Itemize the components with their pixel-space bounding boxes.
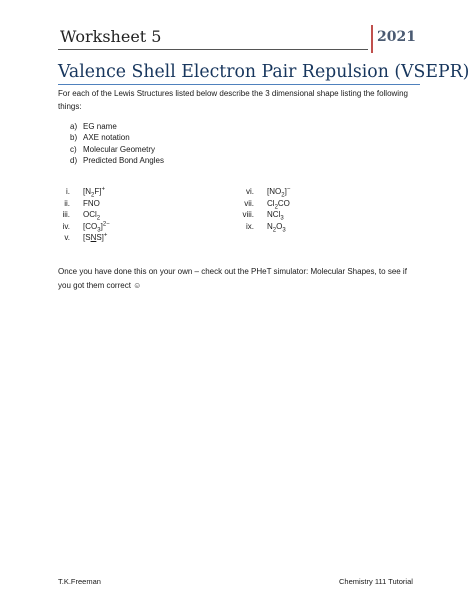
list-marker: b) — [70, 133, 78, 143]
closing-paragraph: Once you have done this on your own – check out the PHeT simulator: Molecular Shapes, to see if you got them correct ☺ — [58, 267, 407, 290]
molecule-item — [242, 209, 284, 222]
list-marker: d) — [70, 155, 78, 165]
molecule-number: v. — [64, 233, 70, 242]
molecule-formula: $Cl_2CO$ — [267, 198, 290, 211]
molecule-item — [58, 220, 110, 234]
molecule-formula: $N_2O_3$ — [267, 221, 286, 234]
title-rule — [58, 84, 420, 85]
molecule-formula: FNO — [83, 198, 100, 208]
molecule-formula: $[CO_3]^{2-}$ — [83, 220, 110, 234]
molecule-number: viii. — [242, 210, 254, 219]
footer-author: T.K.Freeman — [58, 577, 101, 586]
molecule-item — [242, 198, 290, 211]
molecule-formula: NCl$_3$ — [267, 210, 284, 222]
list-marker: c) — [70, 144, 77, 154]
molecule-number: iv. — [62, 221, 70, 231]
header-year: 2021 — [377, 29, 416, 45]
molecule-formula: [SNS]+ — [83, 232, 108, 242]
list-item — [70, 121, 164, 132]
molecule-number: iii. — [62, 210, 70, 219]
main-title: Valence Shell Electron Pair Repulsion (VSEPR) — [58, 62, 470, 82]
molecule-item — [242, 186, 291, 199]
header-divider — [371, 25, 373, 53]
molecule-formula: OCl$_2$ — [83, 210, 101, 222]
intro-paragraph: For each of the Lewis Structures listed below describe the 3 dimensional shape listing the following things: — [58, 89, 408, 111]
molecule-item — [242, 221, 286, 234]
list-text: Predicted Bond Angles — [83, 155, 164, 165]
header-rule — [58, 49, 368, 50]
list-marker: a) — [70, 122, 78, 131]
molecule-item — [58, 198, 100, 210]
molecule-item — [58, 232, 108, 244]
list-text: AXE notation — [83, 133, 130, 143]
molecule-item — [58, 209, 101, 222]
header-title: Worksheet 5 — [60, 27, 162, 46]
molecule-formula: $[N_2F]^+$ — [83, 186, 105, 199]
footer-course: Chemistry 111 Tutorial — [339, 577, 413, 586]
list-item — [70, 144, 164, 155]
things-list — [70, 121, 164, 166]
molecule-item — [58, 186, 105, 199]
molecule-number: i. — [66, 187, 70, 196]
molecule-number: ii. — [64, 198, 70, 208]
list-item — [70, 132, 164, 143]
molecule-number: ix. — [246, 221, 254, 231]
list-text: EG name — [83, 122, 117, 131]
list-text: Molecular Geometry — [83, 144, 156, 154]
molecule-number: vi. — [246, 187, 254, 196]
molecule-number: vii. — [244, 198, 254, 208]
molecule-formula: $[NO_2]^-$ — [267, 186, 291, 199]
list-item — [70, 155, 164, 166]
